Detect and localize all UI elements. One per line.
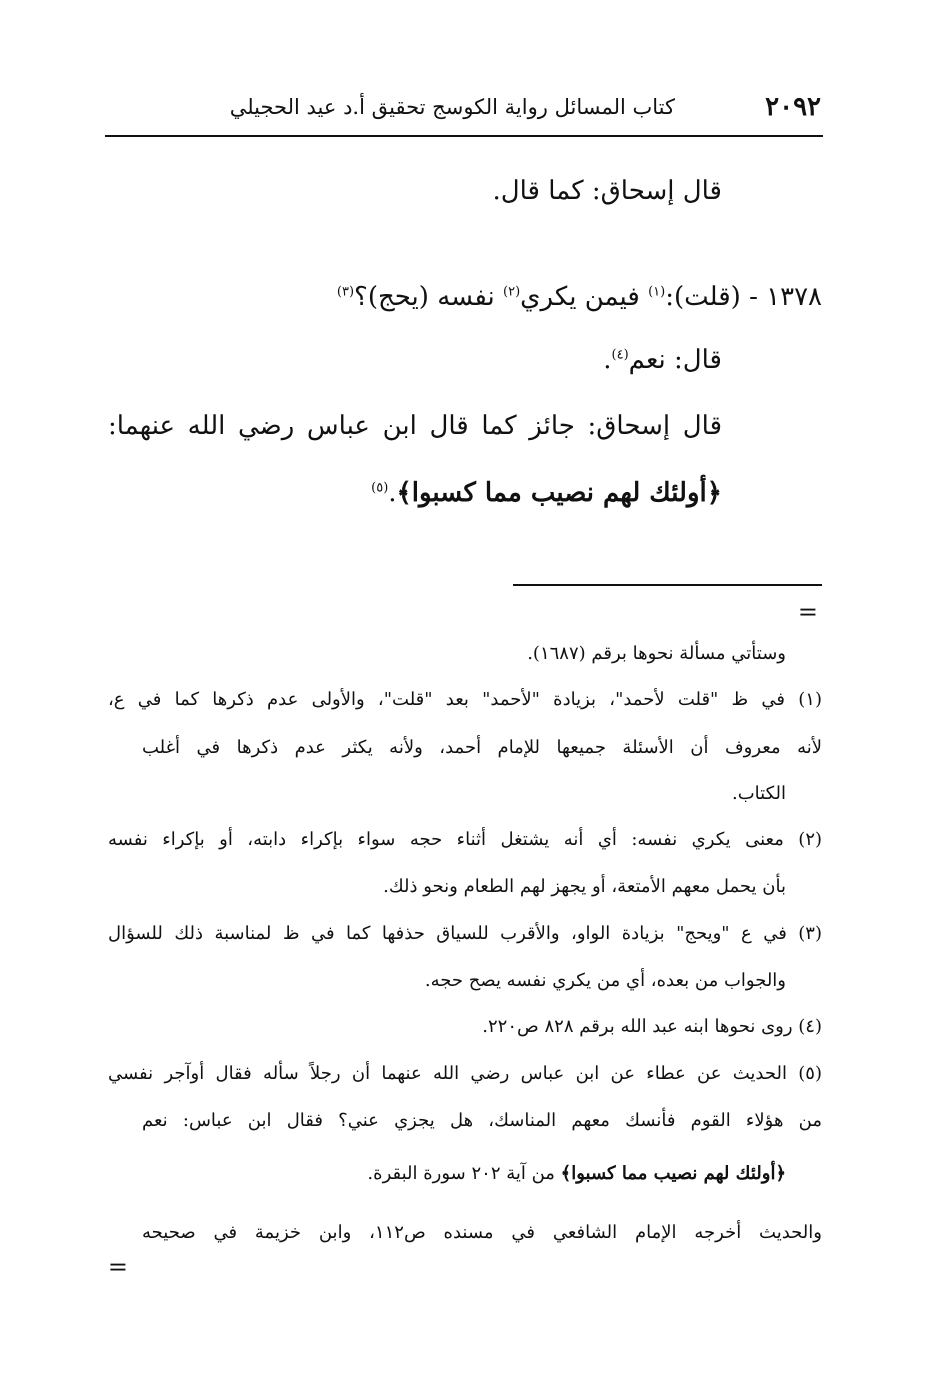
body-text: قال إسحاق: كما قال. xyxy=(492,176,722,206)
footnote-ref-1: (١) xyxy=(648,284,666,300)
footnote-2-line-1 xyxy=(108,831,822,849)
verse-end: . xyxy=(388,478,397,508)
page-header xyxy=(105,92,823,130)
footnote-ref-3: (٣) xyxy=(336,284,355,300)
footnote-text: وستأتي مسألة نحوها برقم (١٦٨٧). xyxy=(527,643,786,664)
footnote-4-line-1 xyxy=(482,1018,822,1036)
footnote-text: (١) في ظ "قلت لأحمد"، بزيادة "لأحمد" بعد "قلت"، والأولى عدم ذكرها كما في ع، xyxy=(108,689,822,710)
answer-text: قال: نعم xyxy=(628,345,722,375)
answer-end: . xyxy=(603,345,612,375)
ishaq-line-2 xyxy=(108,411,722,441)
footnote-text: بأن يحمل معهم الأمتعة، أو يجهز لهم الطعام ونحو ذلك. xyxy=(383,876,786,897)
footnote-5-line-2 xyxy=(142,1112,822,1130)
footnote-5-line-1 xyxy=(108,1065,822,1083)
header-rule xyxy=(105,135,823,137)
footnote-5-line-3 xyxy=(367,1165,786,1183)
quran-verse: ﴿أولئك لهم نصيب مما كسبوا﴾ xyxy=(560,1163,786,1184)
footnote-3-line-2 xyxy=(425,972,786,990)
question-text-2: نفسه (يحج)؟ xyxy=(354,282,503,312)
footnote-text: والجواب من بعده، أي من يكري نفسه يصح حجه. xyxy=(424,970,786,991)
footnote-text: (٥) الحديث عن عطاء عن ابن عباس رضي الله عنهما أن رجلاً سأله فقال أوآجر نفسي xyxy=(108,1063,822,1084)
footnote-1-line-2 xyxy=(142,739,822,757)
question-text-1: فيمن يكري xyxy=(520,282,649,312)
footnote-text: (٤) روى نحوها ابنه عبد الله برقم ٨٢٨ ص٢٢٠. xyxy=(482,1016,822,1037)
continuation-mark-bottom: = xyxy=(107,1253,128,1281)
footnote-ref-5: (٥) xyxy=(371,480,389,496)
question-number: ١٣٧٨ - (قلت): xyxy=(665,282,822,312)
ishaq-text: قال إسحاق: جائز كما قال ابن عباس رضي الله عنهما: xyxy=(108,411,722,441)
continuation-mark-top: = xyxy=(797,598,818,626)
footnote-5-line-4 xyxy=(142,1224,822,1242)
footnote-rule xyxy=(513,584,822,586)
quran-verse: ﴿أولئك لهم نصيب مما كسبوا﴾ xyxy=(396,478,722,508)
footnote-text: (٣) في ع "ويحج" بزيادة الواو، والأقرب للسياق حذفها كما في ظ لمناسبة ذلك للسؤال xyxy=(108,923,822,944)
footnote-ref-4: (٤) xyxy=(611,347,629,363)
footnote-3-line-1 xyxy=(108,925,822,943)
verse-line xyxy=(371,478,722,508)
running-title: كتاب المسائل رواية الكوسج تحقيق أ.د عيد الحجيلي xyxy=(229,95,675,119)
footnote-2-line-2 xyxy=(383,878,786,896)
body-line-ishaq-1 xyxy=(492,176,722,206)
question-1378 xyxy=(337,282,822,312)
footnote-1-line-1 xyxy=(108,691,822,709)
footnote-continuation xyxy=(527,645,786,663)
footnote-text: والحديث أخرجه الإمام الشافعي في مسنده ص١١٢، وابن خزيمة في صحيحه xyxy=(142,1222,822,1243)
page-number: ٢٠٩٢ xyxy=(765,92,821,122)
footnote-text: من آية ٢٠٢ سورة البقرة. xyxy=(367,1163,561,1184)
footnote-1-line-3 xyxy=(732,785,786,803)
footnote-text: لأنه معروف أن الأسئلة جميعها للإمام أحمد، ولأنه يكثر عدم ذكرها في أغلب xyxy=(142,737,822,758)
footnote-text: (٢) معنى يكري نفسه: أي أنه يشتغل أثناء حجه سواء بإكراء دابته، أو بإكراء نفسه xyxy=(108,829,823,850)
footnote-text: الكتاب. xyxy=(731,783,786,804)
footnote-text: من هؤلاء القوم فأنسك معهم المناسك، هل يجزي عني؟ فقال ابن عباس: نعم xyxy=(142,1110,822,1131)
footnote-ref-2: (٢) xyxy=(503,284,521,300)
answer-line xyxy=(603,345,722,375)
